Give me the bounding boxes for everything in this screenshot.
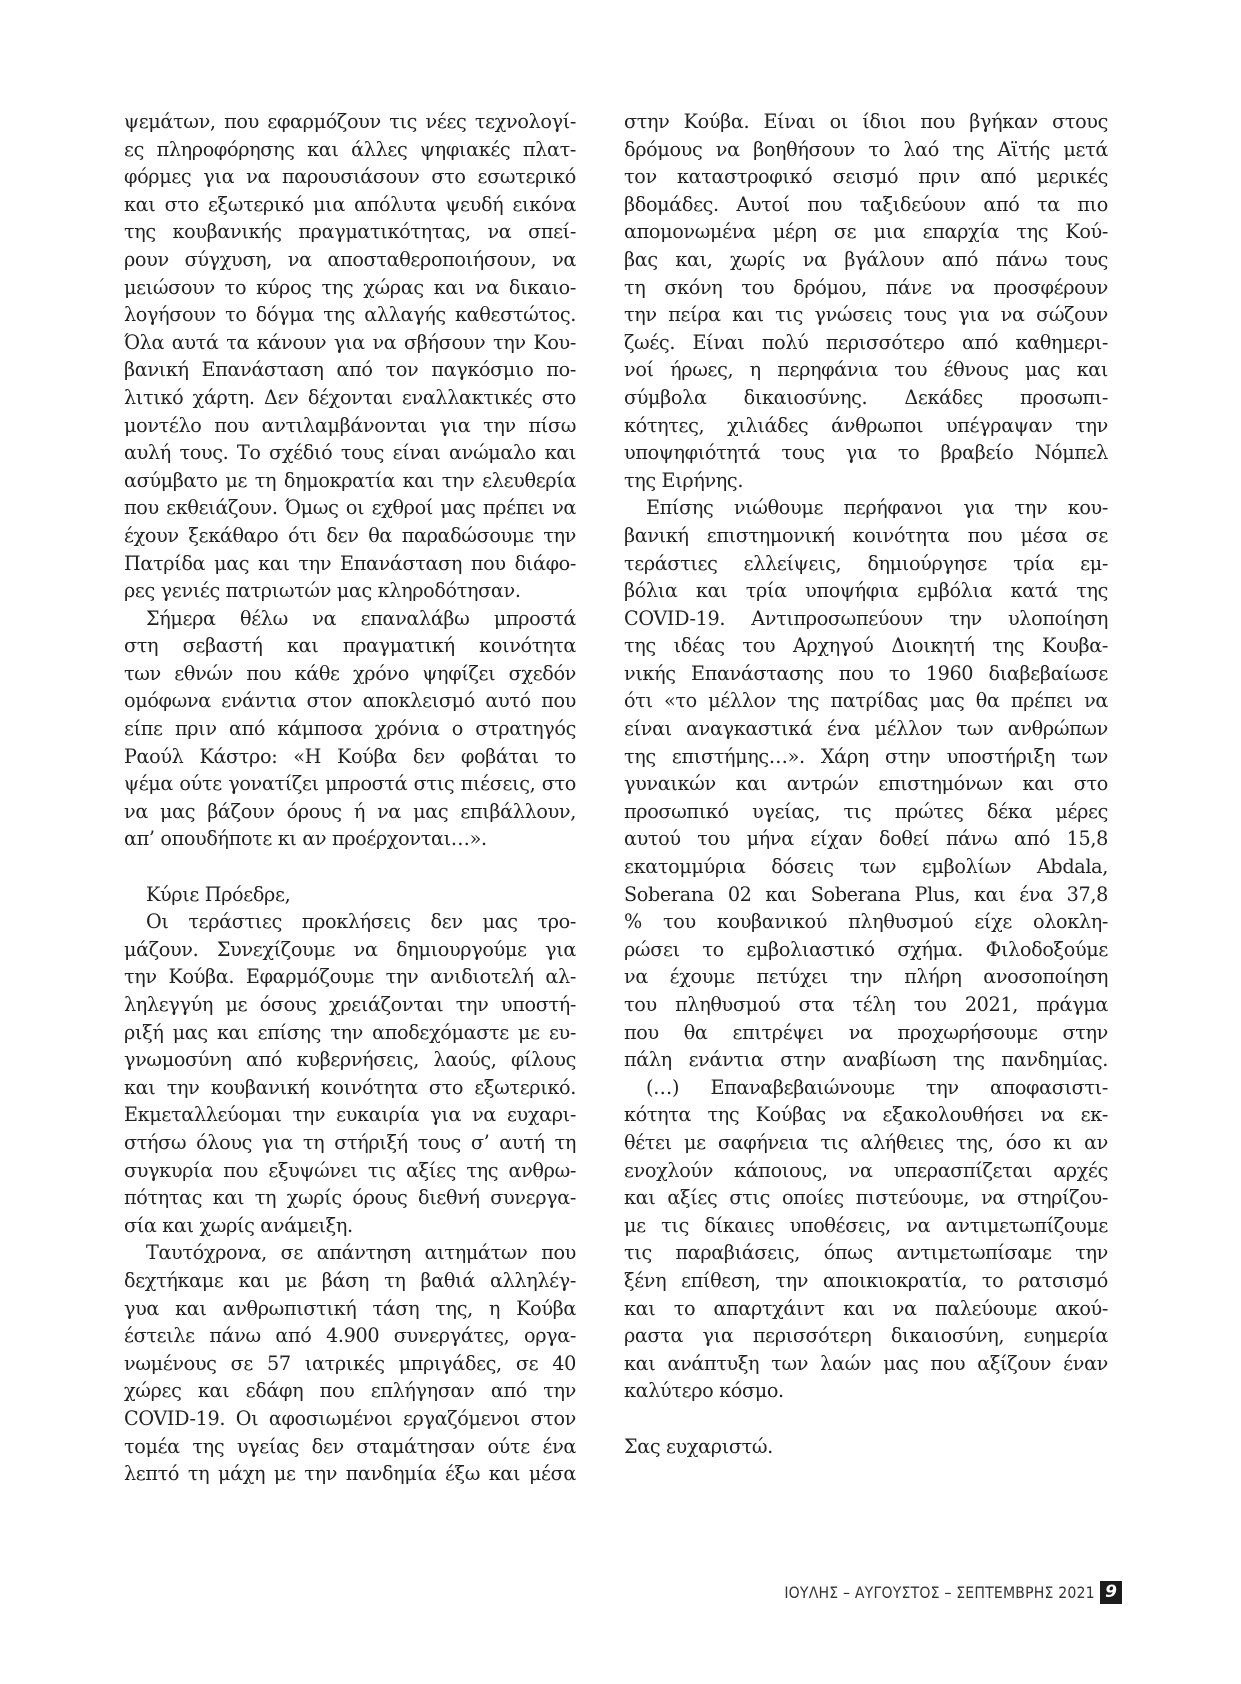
- text-line: του πληθυσμού στα τέλη του 2021, πράγμα: [624, 993, 1108, 1016]
- text-line: Οι τεράστιες προκλήσεις δεν μας τρο-: [146, 910, 576, 934]
- text-line: νωμένους σε 57 ιατρικές μπριγάδες, σε 40: [124, 1351, 576, 1375]
- text-line: είναι αναγκαστικά ένα μέλλον των ανθρώπων: [624, 717, 1108, 741]
- text-line: ενοχλούν κάποιους, να υπερασπίζεται αρχές: [624, 1158, 1108, 1182]
- page-number-badge: 9: [1100, 1581, 1122, 1604]
- text-line: % του κουβανικού πληθυσμού είχε ολοκλη-: [624, 910, 1108, 934]
- text-line: στη σεβαστή και πραγματική κοινότητα: [124, 634, 576, 658]
- text-line: τεράστιες ελλείψεις, δημιούργησε τρία εμ-: [624, 551, 1108, 575]
- text-line: με τις δίκαιες υποθέσεις, να αντιμετωπίζουμε: [624, 1213, 1108, 1237]
- text-line: φόρμες για να παρουσιάσουν στο εσωτερικό: [124, 165, 576, 189]
- left-column: [124, 108, 576, 1488]
- text-line: κότητα της Κούβας να εξακολουθήσει να εκ-: [624, 1103, 1108, 1127]
- text-line: ρώσει το εμβολιαστικό σχήμα. Φιλοδοξούμε: [624, 937, 1108, 961]
- text-line: εκατομμύρια δόσεις των εμβολίων Abdala,: [624, 855, 1108, 879]
- text-line: ληλεγγύη με όσους χρειάζονται την υποστή-: [124, 993, 576, 1016]
- text-line: ραστα για περισσότερη δικαιοσύνη, ευημερία: [624, 1324, 1108, 1348]
- text-line: ες πληροφόρησης και άλλες ψηφιακές πλατ-: [124, 137, 576, 161]
- text-line: Επίσης νιώθουμε περήφανοι για την κου-: [646, 496, 1108, 520]
- text-line: Σας ευχαριστώ.: [624, 1434, 773, 1458]
- text-line: έχουν ξεκάθαρο ότι δεν θα παραδώσουμε την: [124, 523, 576, 547]
- text-line: στην Κούβα. Είναι οι ίδιοι που βγήκαν στους: [624, 110, 1108, 133]
- text-line: ομόφωνα ενάντια στον αποκλεισμό αυτό που: [124, 689, 576, 713]
- text-line: γνωμοσύνη από κυβερνήσεις, λαούς, φίλους: [124, 1048, 576, 1072]
- text-line: χώρες και εδάφη που επλήγησαν από την: [124, 1379, 576, 1403]
- text-line: της κουβανικής πραγματικότητας, να σπεί-: [124, 220, 576, 244]
- text-line: δρόμους να βοηθήσουν το λαό της Αϊτής μετά: [624, 137, 1108, 161]
- text-line: απ’ οπουδήποτε κι αν προέρχονται…».: [124, 827, 487, 851]
- text-line: ρες γενιές πατριωτών μας κληροδότησαν.: [124, 579, 521, 603]
- text-line: τις παραβιάσεις, όπως αντιμετωπίσαμε την: [624, 1241, 1108, 1265]
- right-column: [624, 108, 1108, 1460]
- text-line: των εθνών που κάθε χρόνο ψηφίζει σχεδόν: [124, 661, 576, 685]
- text-line: ασύμβατο με τη δημοκρατία και την ελευθερία: [124, 468, 576, 492]
- text-line: που εκθειάζουν. Όμως οι εχθροί μας πρέπει να: [124, 496, 576, 520]
- text-line: νικής Επανάστασης που το 1960 διαβεβαίωσε: [624, 661, 1108, 685]
- text-line: αυτού του μήνα είχαν δοθεί πάνω από 15,8: [624, 827, 1108, 851]
- text-line: βανική Επανάσταση από τον παγκόσμιο πο-: [124, 358, 576, 382]
- issue-label: ΙΟΥΛΗΣ – ΑΥΓΟΥΣΤΟΣ – ΣΕΠΤΕΜΒΡΗΣ 2021: [784, 1582, 1095, 1602]
- text-line: Ταυτόχρονα, σε απάντηση αιτημάτων που: [146, 1241, 576, 1265]
- blank-line: [624, 1405, 1108, 1433]
- text-line: και ανάπτυξη των λαών μας που αξίζουν έναν: [624, 1351, 1108, 1375]
- text-line: Σήμερα θέλω να επαναλάβω μπροστά: [146, 606, 576, 630]
- text-line: γυα και ανθρωπιστική τάση της, η Κούβα: [124, 1296, 576, 1320]
- text-line: της ιδέας του Αρχηγού Διοικητή της Κουβα-: [624, 634, 1108, 658]
- text-line: βας και, χωρίς να βγάλουν από πάνω τους: [624, 247, 1108, 271]
- text-line: την πείρα και τις γνώσεις τους για να σώζουν: [624, 303, 1108, 327]
- text-line: Soberana 02 και Soberana Plus, και ένα 37,8: [624, 882, 1108, 906]
- text-line: καλύτερο κόσμο.: [624, 1379, 784, 1403]
- text-line: στήσω όλους για τη στήριξή τους σ’ αυτή τη: [124, 1130, 576, 1154]
- text-line: και το απαρτχάιντ και να παλεύουμε ακού-: [624, 1296, 1108, 1320]
- text-line: την Κούβα. Εφαρμόζουμε την ανιδιοτελή αλ-: [124, 965, 576, 989]
- text-line: μοντέλο που αντιλαμβάνονται για την πίσω: [124, 413, 576, 437]
- page-footer: [700, 1580, 1122, 1604]
- text-line: έστειλε πάνω από 4.900 συνεργάτες, οργα-: [124, 1324, 576, 1348]
- text-line: ρουν σύγχυση, να αποσταθεροποιήσουν, να: [124, 247, 576, 271]
- text-line: βόλια και τρία υποψήφια εμβόλια κατά της: [624, 579, 1108, 603]
- text-line: σύμβολα δικαιοσύνης. Δεκάδες προσωπι-: [624, 385, 1108, 409]
- text-line: (…) Επαναβεβαιώνουμε την αποφασιστι-: [646, 1075, 1108, 1099]
- text-line: βδομάδες. Αυτοί που ταξιδεύουν από τα πιο: [624, 192, 1108, 216]
- text-line: σία και χωρίς ανάμειξη.: [124, 1213, 353, 1237]
- text-line: και στο εξωτερικό μια απόλυτα ψευδή εικόνα: [124, 192, 576, 216]
- text-line: και την κουβανική κοινότητα στο εξωτερικό.: [124, 1075, 576, 1099]
- text-line: λογήσουν το δόγμα της αλλαγής καθεστώτος.: [124, 303, 576, 327]
- text-line: Πατρίδα μας και την Επανάσταση που διάφο-: [124, 551, 576, 575]
- text-line: της Ειρήνης.: [624, 468, 744, 492]
- text-line: COVID-19. Οι αφοσιωμένοι εργαζόμενοι στον: [124, 1406, 576, 1430]
- text-line: ψεμάτων, που εφαρμόζουν τις νέες τεχνολογί-: [124, 110, 576, 133]
- text-line: λιτικό χάρτη. Δεν δέχονται εναλλακτικές στο: [124, 385, 576, 409]
- text-line: μάζουν. Συνεχίζουμε να δημιουργούμε για: [124, 937, 576, 961]
- text-line: ριξή μας και επίσης την αποδεχόμαστε με ευ-: [124, 1020, 576, 1044]
- text-line: να έχουμε πετύχει την πλήρη ανοσοποίηση: [624, 965, 1108, 989]
- text-line: κότητες, χιλιάδες άνθρωποι υπέγραψαν την: [624, 413, 1108, 437]
- text-line: υποψηφιότητά τους για το βραβείο Νόμπελ: [624, 441, 1108, 465]
- text-line: πάλη ενάντια στην αναβίωση της πανδημίας.: [624, 1048, 1108, 1072]
- text-line: τον καταστροφικό σεισμό πριν από μερικές: [624, 165, 1108, 189]
- text-line: λεπτό τη μάχη με την πανδημία έξω και μέσα: [124, 1462, 576, 1486]
- text-line: βανική επιστημονική κοινότητα που μέσα σε: [624, 523, 1108, 547]
- text-line: είπε πριν από κάμποσα χρόνια ο στρατηγός: [124, 717, 576, 741]
- text-line: ψέμα ούτε γονατίζει μπροστά στις πιέσεις, στο: [124, 772, 576, 796]
- text-line: Ραούλ Κάστρο: «Η Κούβα δεν φοβάται το: [124, 744, 576, 768]
- text-line: πότητας και τη χωρίς όρους διεθνή συνεργα-: [124, 1186, 576, 1210]
- text-line: που θα επιτρέψει να προχωρήσουμε στην: [624, 1020, 1108, 1044]
- text-line: γυναικών και αντρών επιστημόνων και στο: [624, 772, 1108, 796]
- text-line: τη σκόνη του δρόμου, πάνε να προσφέρουν: [624, 275, 1108, 299]
- text-line: απομονωμένα μέρη σε μια επαρχία της Κού-: [624, 220, 1108, 244]
- text-line: Κύριε Πρόεδρε,: [146, 882, 291, 906]
- text-line: και αξίες στις οποίες πιστεύουμε, να στηρίζου-: [624, 1186, 1108, 1210]
- text-line: προσωπικό υγείας, τις πρώτες δέκα μέρες: [624, 799, 1108, 823]
- text-line: ότι «το μέλλον της πατρίδας μας θα πρέπει να: [624, 689, 1108, 713]
- text-line: συγκυρία που εξυψώνει τις αξίες της ανθρω-: [124, 1158, 576, 1182]
- text-line: COVID-19. Αντιπροσωπεύουν την υλοποίηση: [624, 606, 1108, 630]
- text-line: νοί ήρωες, η περηφάνια του έθνους μας και: [624, 358, 1108, 382]
- text-line: αυλή τους. Το σχέδιό τους είναι ανώμαλο και: [124, 441, 576, 465]
- blank-line: [124, 853, 576, 881]
- text-line: να μας βάζουν όρους ή να μας επιβάλλουν,: [124, 799, 576, 823]
- text-line: ξένη επίθεση, την αποικιοκρατία, το ρατσισμό: [624, 1268, 1108, 1292]
- text-line: της επιστήμης…». Χάρη στην υποστήριξη των: [624, 744, 1108, 768]
- text-line: τομέα της υγείας δεν σταμάτησαν ούτε ένα: [124, 1434, 576, 1458]
- text-line: θέτει με σαφήνεια τις αλήθειες της, όσο κι αν: [624, 1130, 1108, 1154]
- text-line: ζωές. Είναι πολύ περισσότερο από καθημερι-: [624, 330, 1108, 354]
- text-line: δεχτήκαμε και με βάση τη βαθιά αλληλέγ-: [124, 1268, 576, 1292]
- text-line: μειώσουν το κύρος της χώρας και να δικαιο-: [124, 275, 576, 299]
- text-line: Όλα αυτά τα κάνουν για να σβήσουν την Κου-: [124, 330, 576, 354]
- text-line: Εκμεταλλεύομαι την ευκαιρία για να ευχαρι-: [124, 1103, 576, 1127]
